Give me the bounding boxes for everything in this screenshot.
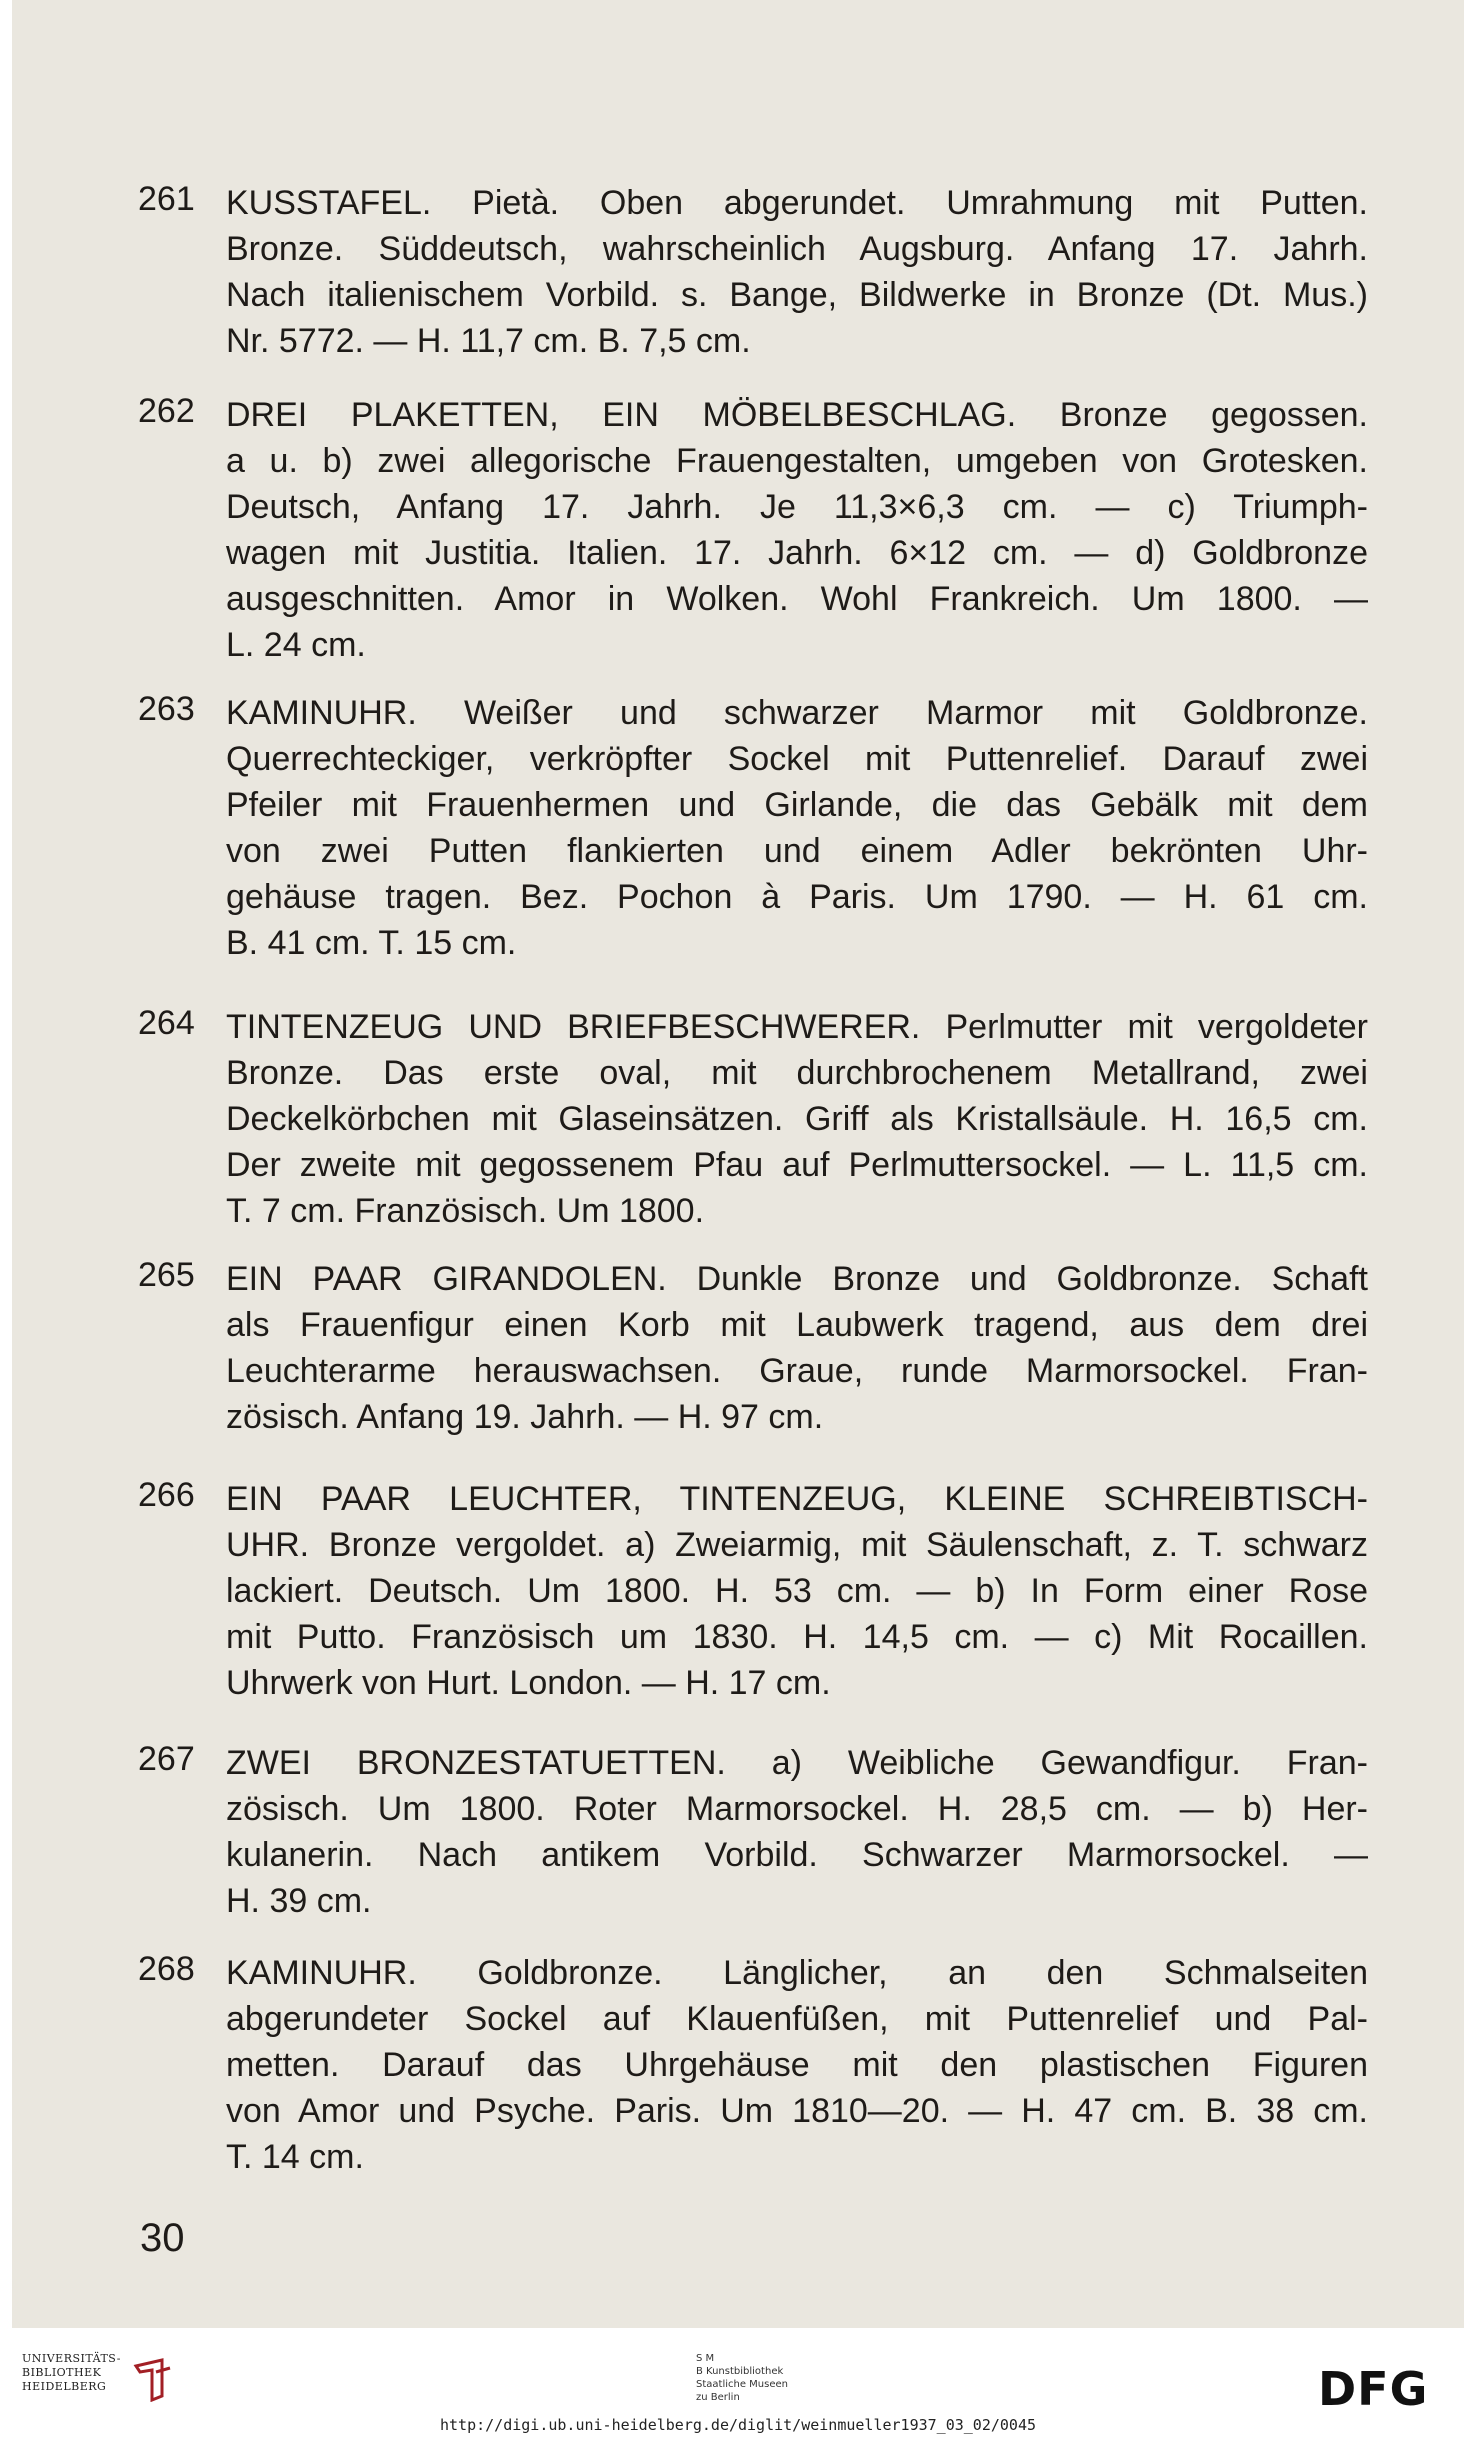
entry-text-line: mit Putto. Französisch um 1830. H. 14,5 cm. — c) Mit Rocaillen.	[226, 1618, 1368, 1656]
page-number: 30	[140, 2216, 185, 2260]
catalog-entry	[138, 392, 1368, 668]
entry-text-line: Deutsch, Anfang 17. Jahrh. Je 11,3×6,3 cm. — c) Triumph-	[226, 488, 1368, 526]
entry-text-line: Leuchterarme herauswachsen. Graue, runde Marmorsockel. Fran-	[226, 1352, 1368, 1390]
entry-text-line: T. 7 cm. Französisch. Um 1800.	[226, 1192, 705, 1230]
document-page	[12, 0, 1464, 2328]
entry-text-line: EIN PAAR GIRANDOLEN. Dunkle Bronze und Goldbronze. Schaft	[226, 1260, 1368, 1298]
entry-text-line: lackiert. Deutsch. Um 1800. H. 53 cm. — b) In Form einer Rose	[226, 1572, 1368, 1610]
entry-number: 261	[138, 180, 195, 218]
entry-text-line: von zwei Putten flankierten und einem Adler bekrönten Uhr-	[226, 832, 1368, 870]
entry-text-line: Pfeiler mit Frauenhermen und Girlande, die das Gebälk mit dem	[226, 786, 1368, 824]
entry-text-line: T. 14 cm.	[226, 2138, 364, 2176]
entry-text-line: TINTENZEUG UND BRIEFBESCHWERER. Perlmutter mit vergoldeter	[226, 1008, 1368, 1046]
university-line: HEIDELBERG	[22, 2380, 107, 2393]
university-line: UNIVERSITÄTS-	[22, 2352, 121, 2365]
stamp-line: B Kunstbibliothek	[696, 2366, 784, 2377]
catalog-entry	[138, 1950, 1368, 2180]
catalog-entry	[138, 1740, 1368, 1924]
entry-number: 266	[138, 1476, 195, 1514]
entry-text-line: L. 24 cm.	[226, 626, 366, 664]
entry-text-line: Querrechteckiger, verkröpfter Sockel mit Puttenrelief. Darauf zwei	[226, 740, 1368, 778]
entry-number: 268	[138, 1950, 195, 1988]
entry-text-line: Nr. 5772. — H. 11,7 cm. B. 7,5 cm.	[226, 322, 751, 360]
entry-text-line: zösisch. Anfang 19. Jahrh. — H. 97 cm.	[226, 1398, 824, 1436]
entry-text-line: metten. Darauf das Uhrgehäuse mit den plastischen Figuren	[226, 2046, 1368, 2084]
entry-text-line: Nach italienischem Vorbild. s. Bange, Bildwerke in Bronze (Dt. Mus.)	[226, 276, 1368, 314]
museum-stamp	[696, 2352, 896, 2404]
stamp-line: S M	[696, 2353, 715, 2364]
catalog-entry	[138, 1476, 1368, 1706]
entry-text-line: KAMINUHR. Weißer und schwarzer Marmor mit Goldbronze.	[226, 694, 1368, 732]
catalog-entry	[138, 180, 1368, 364]
entry-number: 262	[138, 392, 195, 430]
entry-text-line: KAMINUHR. Goldbronze. Länglicher, an den Schmalseiten	[226, 1954, 1368, 1992]
entry-text-line: EIN PAAR LEUCHTER, TINTENZEUG, KLEINE SCHREIBTISCH-	[226, 1480, 1368, 1518]
entry-text-line: DREI PLAKETTEN, EIN MÖBELBESCHLAG. Bronze gegossen.	[226, 396, 1368, 434]
entry-text-line: wagen mit Justitia. Italien. 17. Jahrh. 6×12 cm. — d) Goldbronze	[226, 534, 1368, 572]
entry-text-line: als Frauenfigur einen Korb mit Laubwerk tragend, aus dem drei	[226, 1306, 1368, 1344]
entry-text-line: Der zweite mit gegossenem Pfau auf Perlmuttersockel. — L. 11,5 cm.	[226, 1146, 1368, 1184]
university-library-logo[interactable]	[22, 2352, 192, 2408]
stamp-line: zu Berlin	[696, 2392, 740, 2403]
entry-text-line: a u. b) zwei allegorische Frauengestalten, umgeben von Grotesken.	[226, 442, 1368, 480]
entry-text-line: gehäuse tragen. Bez. Pochon à Paris. Um 1790. — H. 61 cm.	[226, 878, 1368, 916]
catalog-entry	[138, 1004, 1368, 1234]
university-library-name	[22, 2352, 121, 2394]
entry-text-line: H. 39 cm.	[226, 1882, 372, 1920]
entry-text-line: zösisch. Um 1800. Roter Marmorsockel. H. 28,5 cm. — b) Her-	[226, 1790, 1368, 1828]
entry-text-line: B. 41 cm. T. 15 cm.	[226, 924, 517, 962]
entry-text-line: kulanerin. Nach antikem Vorbild. Schwarzer Marmorsockel. —	[226, 1836, 1368, 1874]
entry-text-line: ausgeschnitten. Amor in Wolken. Wohl Frankreich. Um 1800. —	[226, 580, 1368, 618]
catalog-entry	[138, 690, 1368, 966]
entry-text-line: KUSSTAFEL. Pietà. Oben abgerundet. Umrahmung mit Putten.	[226, 184, 1368, 222]
entry-text-line: von Amor und Psyche. Paris. Um 1810—20. — H. 47 cm. B. 38 cm.	[226, 2092, 1368, 2130]
catalog-entry	[138, 1256, 1368, 1440]
stamp-line: Staatliche Museen	[696, 2379, 788, 2390]
entry-text-line: Bronze. Das erste oval, mit durchbrochenem Metallrand, zwei	[226, 1054, 1368, 1092]
entry-text-line: abgerundeter Sockel auf Klauenfüßen, mit Puttenrelief und Pal-	[226, 2000, 1368, 2038]
entry-text-line: UHR. Bronze vergoldet. a) Zweiarmig, mit Säulenschaft, z. T. schwarz	[226, 1526, 1368, 1564]
entry-number: 267	[138, 1740, 195, 1778]
page-url[interactable]: http://digi.ub.uni-heidelberg.de/diglit/weinmueller1937_03_02/0045	[439, 2416, 1037, 2434]
entry-number: 265	[138, 1256, 195, 1294]
viewer-footer	[0, 2328, 1476, 2442]
entry-text-line: Bronze. Süddeutsch, wahrscheinlich Augsburg. Anfang 17. Jahrh.	[226, 230, 1368, 268]
dfg-logo[interactable]: DFG	[1318, 2362, 1429, 2416]
university-line: BIBLIOTHEK	[22, 2366, 102, 2379]
library-emblem-icon	[132, 2356, 174, 2402]
entry-text-line: Deckelkörbchen mit Glaseinsätzen. Griff als Kristallsäule. H. 16,5 cm.	[226, 1100, 1368, 1138]
entry-text-line: ZWEI BRONZESTATUETTEN. a) Weibliche Gewandfigur. Fran-	[226, 1744, 1368, 1782]
entry-text-line: Uhrwerk von Hurt. London. — H. 17 cm.	[226, 1664, 831, 1702]
entry-number: 264	[138, 1004, 195, 1042]
entry-number: 263	[138, 690, 195, 728]
